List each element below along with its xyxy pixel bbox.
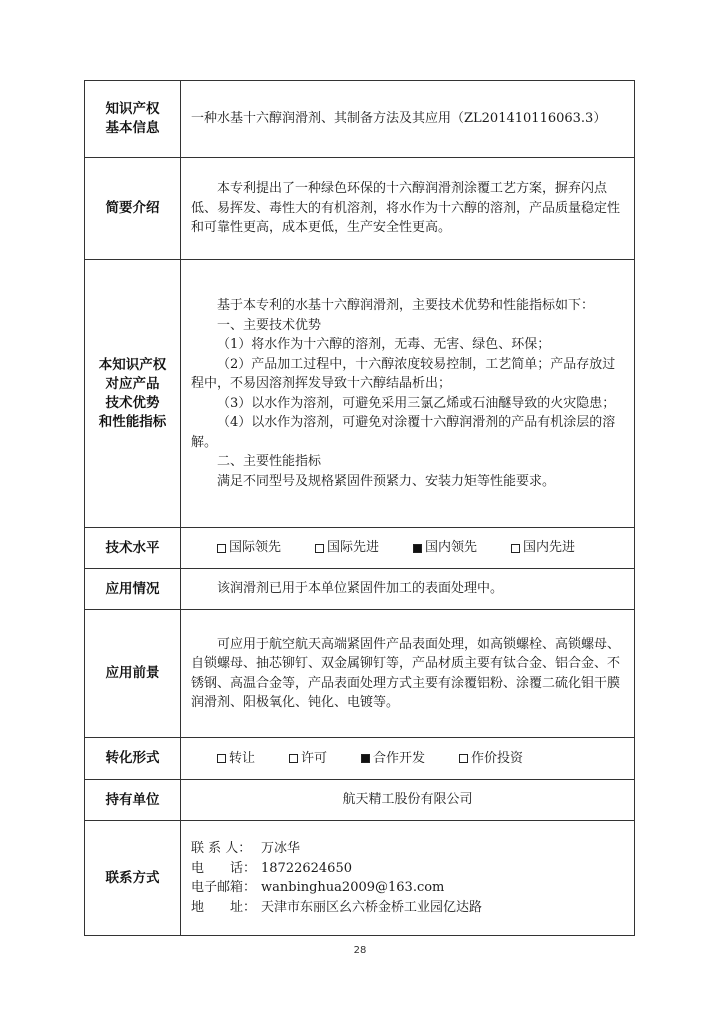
label-advantages-line-4: 和性能指标 [98, 413, 167, 430]
checkbox-icon [217, 544, 226, 553]
contact-email-value: wanbinghua2009@163.com [261, 880, 445, 895]
option-label: 合作开发 [373, 750, 426, 766]
row-transfer [85, 738, 635, 780]
advantages-content [181, 260, 635, 528]
label-advantages-line-1: 本知识产权 [98, 356, 167, 373]
contact-person-value: 万冰华 [261, 841, 301, 856]
ip-info [181, 81, 635, 158]
label-ip-line-1: 知识产权 [105, 101, 160, 117]
application-text: 该润滑剂已用于本单位紧固件加工的表面处理中。 [217, 581, 504, 597]
advantage-item-2: （2）产品加工过程中，十六醇浓度较易控制，工艺简单；产品存放过程中，不易因溶剂挥发导致十六醇结晶析出； [191, 356, 616, 391]
option-label: 国际领先 [229, 540, 282, 556]
label-contact [85, 821, 181, 936]
intro-text: 本专利提出了一种绿色环保的十六醇润滑剂涂覆工艺方案，摒弃闪点低、易挥发、毒性大的有机溶剂，将水作为十六醇的溶剂，产品质量稳定性和可靠性更高，成本更低，生产安全性更高。 [191, 181, 621, 236]
advantage-item-4: （4）以水作为溶剂，可避免对涂覆十六醇润滑剂的产品有机涂层的溶解。 [191, 415, 616, 450]
label-advantages-line-2: 对应产品 [105, 375, 160, 392]
transfer-option-investment[interactable] [459, 749, 523, 769]
checkbox-icon [289, 754, 298, 763]
tech-option-intl-advanced[interactable] [315, 538, 379, 558]
label-prospect-line-1: 应用前景 [105, 665, 160, 681]
ip-title: 一种水基十六醇润滑剂、其制备方法及其应用（ZL201410116063.3） [191, 111, 607, 127]
checkbox-icon [511, 544, 520, 553]
holder-name: 航天精工股份有限公司 [342, 792, 473, 808]
performance-text: 满足不同型号及规格紧固件预紧力、安装力矩等性能要求。 [217, 473, 556, 489]
label-application-line-1: 应用情况 [105, 580, 160, 597]
advantages-heading-1: 一、主要技术优势 [217, 317, 322, 333]
label-intro [85, 158, 181, 260]
contact-content [181, 821, 635, 936]
advantage-item-3: （3）以水作为溶剂，可避免采用三氯乙烯或石油醚导致的火灾隐患； [217, 395, 616, 411]
transfer-option-license[interactable] [289, 749, 327, 769]
contact-address [191, 898, 624, 918]
label-tech-level-line-1: 技术水平 [105, 539, 160, 556]
checkbox-icon [217, 754, 226, 763]
advantages-heading-2: 二、主要性能指标 [217, 454, 322, 469]
contact-address-key: 地 址： [191, 899, 257, 915]
label-prospect [85, 610, 181, 738]
holder-content [181, 780, 635, 821]
checkbox-checked-icon [361, 754, 370, 763]
option-label: 许可 [301, 750, 328, 766]
label-contact-line-1: 联系方式 [105, 869, 160, 886]
contact-address-value: 天津市东丽区幺六桥金桥工业园亿达路 [261, 899, 483, 915]
contact-phone [191, 859, 624, 879]
row-prospect [85, 610, 635, 738]
row-contact [85, 821, 635, 936]
option-label: 作价投资 [471, 750, 524, 766]
tech-option-domestic-advanced[interactable] [511, 538, 575, 558]
label-advantages-line-3: 技术优势 [105, 394, 160, 411]
row-holder [85, 780, 635, 821]
contact-person-key: 联 系 人： [191, 841, 252, 856]
prospect-content [181, 610, 635, 738]
contact-email [191, 878, 624, 898]
transfer-option-assign[interactable] [217, 749, 255, 769]
transfer-option-cooperation[interactable] [361, 749, 425, 769]
label-holder [85, 780, 181, 821]
tech-option-domestic-leading[interactable] [413, 538, 477, 558]
option-label: 国际先进 [327, 540, 380, 556]
label-intro-line-1: 简要介绍 [105, 200, 160, 216]
application-content [181, 569, 635, 610]
contact-phone-key: 电 话： [191, 860, 257, 876]
label-transfer-line-1: 转化形式 [105, 750, 160, 766]
checkbox-checked-icon [413, 544, 422, 553]
tech-option-intl-leading[interactable] [217, 538, 281, 558]
transfer-options [181, 738, 635, 780]
label-transfer [85, 738, 181, 780]
page-number: 28 [353, 945, 367, 956]
advantage-item-1: （1）将水作为十六醇的溶剂，无毒、无害、绿色、环保； [217, 337, 551, 352]
row-intro [85, 158, 635, 260]
row-ip [85, 81, 635, 158]
prospect-text: 可应用于航空航天高端紧固件产品表面处理，如高锁螺栓、高锁螺母、自锁螺母、抽芯铆钉、双金属铆钉等，产品材质主要有钛合金、铝合金、不锈钢、高温合金等，产品表面处理方式主要有涂覆铝粉、涂覆二硫化钼干膜润滑剂、阳极氧化、钝化、电镀等。 [191, 636, 621, 710]
option-label: 国内先进 [523, 540, 576, 556]
intro-content [181, 158, 635, 260]
row-tech-level [85, 528, 635, 569]
advantages-intro: 基于本专利的水基十六醇润滑剂，主要技术优势和性能指标如下： [217, 298, 595, 313]
contact-email-key: 电子邮箱： [191, 880, 257, 895]
label-holder-line-1: 持有单位 [105, 791, 160, 808]
option-label: 转让 [229, 750, 256, 766]
row-application [85, 569, 635, 610]
tech-level-options [181, 528, 635, 569]
label-advantages [85, 260, 181, 528]
contact-phone-value: 18722624650 [261, 860, 352, 876]
row-advantages [85, 260, 635, 528]
info-table [84, 80, 635, 936]
checkbox-icon [459, 754, 468, 763]
contact-person [191, 839, 624, 859]
label-tech-level [85, 528, 181, 569]
label-application [85, 569, 181, 610]
label-ip-line-2: 基本信息 [105, 120, 160, 136]
checkbox-icon [315, 544, 324, 553]
option-label: 国内领先 [425, 540, 478, 556]
label-ip [85, 81, 181, 158]
